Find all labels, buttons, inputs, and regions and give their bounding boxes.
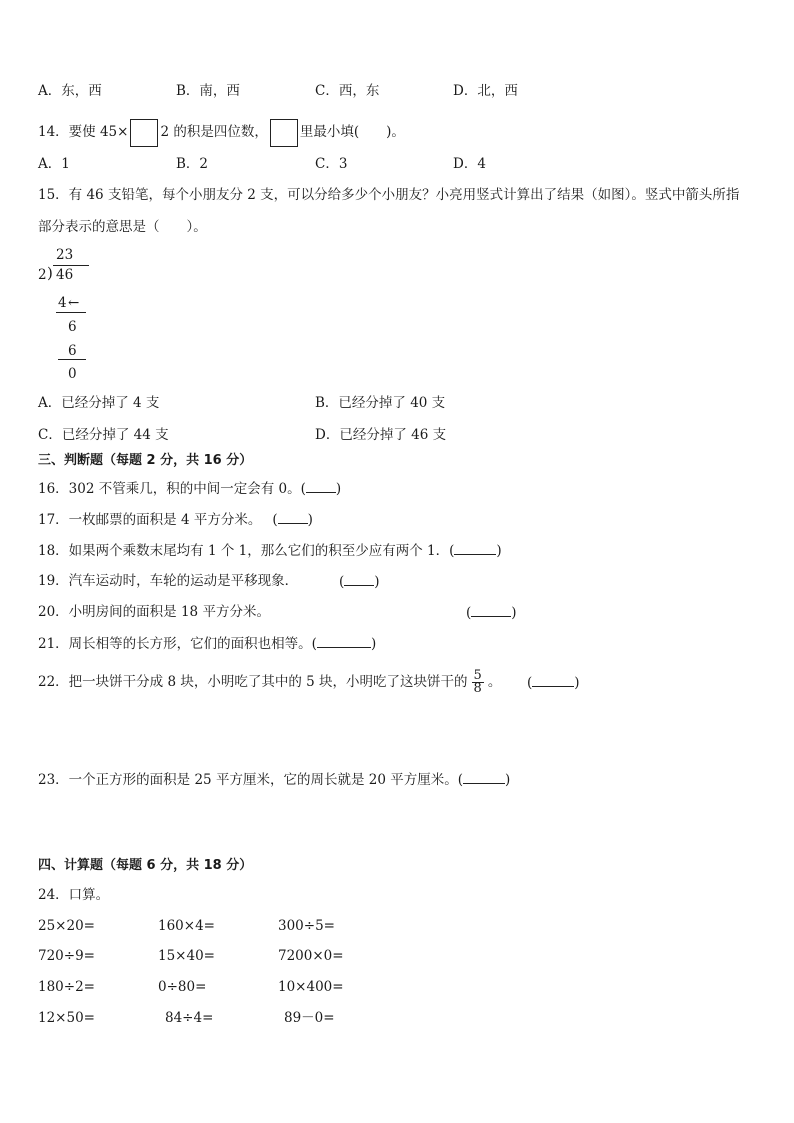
calc-item: 84÷4= (165, 1010, 214, 1026)
calc-item: 180÷2= (38, 979, 95, 995)
calc-item: 0÷80= (158, 979, 207, 995)
division-step2: 6 (68, 343, 77, 359)
question-23: 23．一个正方形的面积是 25 平方厘米，它的周长就是 20 平方厘米。( ) (38, 772, 511, 788)
answer-blank[interactable] (454, 541, 496, 555)
q14-text-after: 里最小填( )。 (299, 124, 405, 140)
question-19-answer: ( ) (339, 574, 380, 590)
answer-blank[interactable] (463, 770, 505, 784)
q14-option-b: B．2 (176, 156, 209, 172)
division-divisor: 2 (38, 267, 47, 283)
q15-option-c: C．已经分掉了 44 支 (38, 427, 169, 443)
question-14 (38, 118, 405, 147)
section-3-heading: 三、判断题（每题 2 分，共 16 分） (38, 453, 253, 468)
division-rule (58, 359, 86, 360)
arrow-icon: ← (68, 295, 80, 311)
q15-option-d: D．已经分掉了 46 支 (315, 427, 447, 443)
question-17: 17．一枚邮票的面积是 4 平方分米。 ( ) (38, 512, 313, 528)
answer-blank[interactable] (344, 572, 374, 586)
calc-item: 89－0= (284, 1010, 335, 1026)
division-rule (56, 312, 86, 313)
calc-item: 160×4= (158, 918, 215, 934)
answer-blank[interactable] (278, 510, 308, 524)
q15-text-line2: 部分表示的意思是（ ）。 (38, 219, 207, 235)
division-remainder1: 6 (68, 319, 77, 335)
calc-item: 15×40= (158, 948, 215, 964)
section-4-heading: 四、计算题（每题 6 分，共 18 分） (38, 858, 253, 873)
q15-text-line1: 15．有 46 支铅笔，每个小朋友分 2 支，可以分给多少个小朋友？小亮用竖式计算出了结果（如图）。竖式中箭头所指 (38, 187, 740, 203)
q14-option-a: A．1 (38, 156, 70, 172)
calc-item: 12×50= (38, 1010, 95, 1026)
question-16: 16．302 不管乘几，积的中间一定会有 0。( ) (38, 481, 342, 497)
q15-option-a: A．已经分掉了 4 支 (38, 395, 160, 411)
answer-box[interactable] (270, 119, 298, 147)
question-21: 21．周长相等的长方形，它们的面积也相等。( ) (38, 636, 377, 652)
question-20: 20．小明房间的面积是 18 平方分米。 (38, 604, 270, 620)
q13-option-d: D．北，西 (453, 83, 518, 99)
q14-text-before: 14．要使 45× (38, 124, 129, 140)
calc-item: 300÷5= (278, 918, 335, 934)
answer-blank[interactable] (471, 603, 511, 617)
division-quotient: 23 (56, 247, 74, 263)
q14-option-c: C．3 (315, 156, 348, 172)
calc-item: 720÷9= (38, 948, 95, 964)
division-dividend: 46 (56, 267, 74, 283)
question-24: 24．口算。 (38, 887, 110, 903)
q13-option-b: B．南，西 (176, 83, 240, 99)
question-20-answer: ( ) (466, 605, 517, 621)
long-division-figure (36, 246, 96, 386)
division-result: 0 (68, 366, 77, 382)
fraction-five-eighths: $\frac{5}{8}$ (473, 668, 482, 696)
answer-blank[interactable] (317, 634, 371, 648)
calc-item: 7200×0= (278, 948, 344, 964)
q14-text-middle: 2 的积是四位数， (160, 124, 268, 140)
q13-option-a: A．东，西 (38, 83, 102, 99)
division-bracket: ) (47, 264, 53, 282)
calc-item: 10×400= (278, 979, 344, 995)
answer-blank[interactable] (532, 673, 574, 687)
q14-option-d: D．4 (453, 156, 486, 172)
question-19: 19．汽车运动时，车轮的运动是平移现象． (38, 573, 299, 589)
q15-option-b: B．已经分掉了 40 支 (315, 395, 446, 411)
answer-blank[interactable] (306, 479, 336, 493)
division-step1: 4 (58, 295, 67, 311)
answer-box[interactable] (130, 119, 158, 147)
question-22-answer: ( ) (527, 675, 580, 691)
question-18: 18．如果两个乘数末尾均有 1 个 1，那么它们的积至少应有两个 1．( ) (38, 543, 502, 559)
calc-item: 25×20= (38, 918, 95, 934)
q13-option-c: C．西，东 (315, 83, 380, 99)
question-22: 22．把一块饼干分成 8 块，小明吃了其中的 5 块，小明吃了这块饼干的 $\frac{5}{8}$ 。 (38, 668, 502, 696)
